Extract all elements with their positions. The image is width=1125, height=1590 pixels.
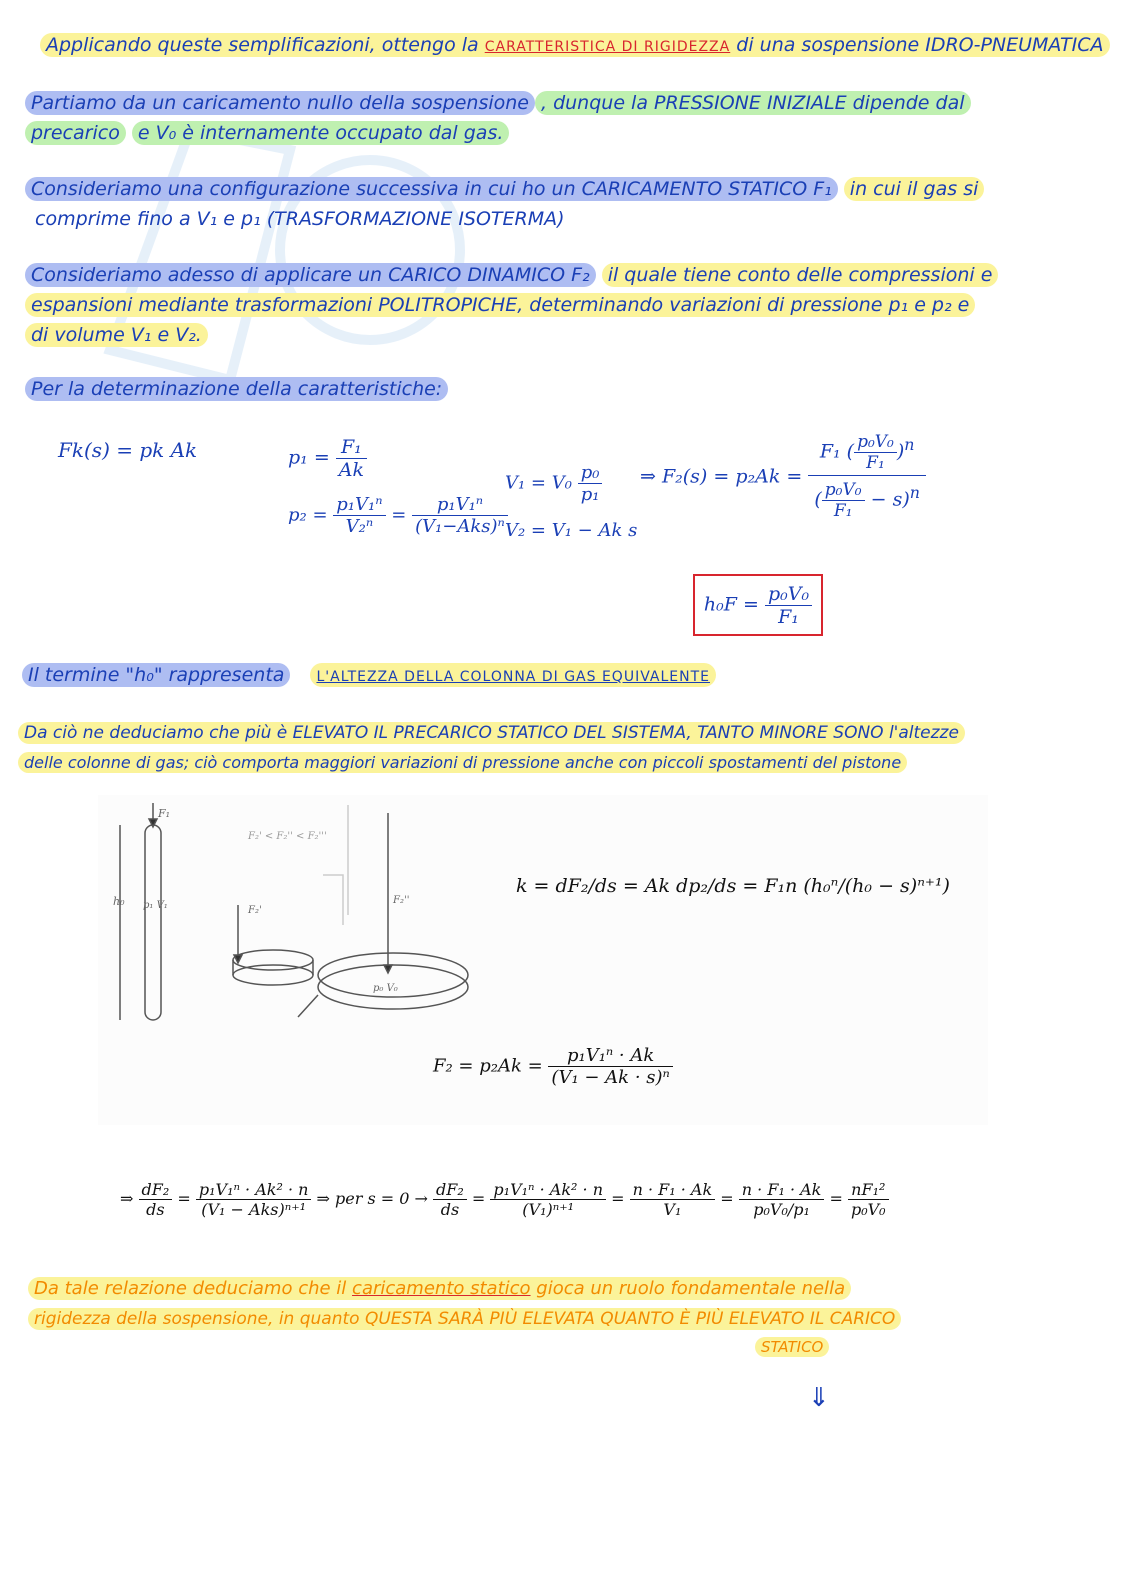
- characteristics-heading: Per la determinazione della caratteristiche:: [25, 377, 448, 401]
- f2s-den-exp: n: [909, 483, 920, 503]
- characteristics-heading-line: [25, 376, 448, 402]
- deriv-eq-2: =: [471, 1189, 486, 1208]
- dynamic-load-text: Consideriamo adesso di applicare un CARICO DINAMICO F₂: [25, 263, 596, 287]
- rigidity-heading: CARATTERISTICA DI RIGIDEZZA: [484, 39, 731, 55]
- paragraph-2-line-1: [25, 176, 984, 202]
- fig-label-p1v1: p₁ V₁: [143, 900, 168, 911]
- conclusion-text-c: gioca un ruolo fondamentale nella: [536, 1278, 846, 1299]
- fig-label-f1: F₁: [158, 807, 171, 820]
- f2-printed-num: p₁V₁ⁿ · Ak: [548, 1045, 672, 1067]
- paragraph-3-line-2: [25, 292, 975, 318]
- polytropic-text: espansioni mediante trasformazioni POLITROPICHE, determinando variazioni di pressione p₁ e p₂ e: [25, 293, 975, 317]
- conclusion-text-3: STATICO: [755, 1337, 829, 1357]
- intro-line: [40, 32, 1110, 60]
- paragraph-1-line-2: [25, 120, 509, 146]
- v1-lhs: V₁ = V₀: [505, 472, 572, 494]
- gas-compression-text: in cui il gas si: [844, 177, 985, 201]
- conclusion-text-a: Da tale relazione deduciamo che il: [34, 1278, 347, 1299]
- paragraph-3-line-3: [25, 322, 208, 348]
- h0-formula: [704, 583, 812, 628]
- p1-den: Ak: [338, 459, 365, 481]
- deriv-arrow: ⇒: [120, 1189, 134, 1208]
- deduction-line-1: [18, 720, 965, 746]
- p2-num-1: p₁V₁ⁿ: [333, 494, 385, 516]
- static-load-text: Consideriamo una configurazione successiva in cui ho un CARICAMENTO STATICO F₁: [25, 177, 838, 201]
- deriv-t3-num: n · F₁ · Ak: [630, 1180, 716, 1200]
- conclusion-line-1: [28, 1276, 851, 1302]
- deduction-line-2: [18, 750, 907, 776]
- p1-lhs: p₁ =: [288, 446, 330, 469]
- deriv-mid: ⇒ per s = 0 →: [316, 1189, 428, 1208]
- deriv-t1-num: p₁V₁ⁿ · Ak² · n: [196, 1180, 312, 1200]
- h0-meaning-line: [22, 662, 716, 690]
- h0-den: F₁: [778, 605, 799, 628]
- deriv-t2-den: (V₁)ⁿ⁺¹: [522, 1200, 575, 1219]
- fig-label-f3: F₂'': [393, 895, 410, 906]
- null-load-text: Partiamo da un caricamento nullo della sospensione: [25, 91, 535, 115]
- deduction-text-1: Da ciò ne deduciamo che più è ELEVATO IL PRECARICO STATICO DEL SISTEMA, TANTO MINORE SONO l'altezze: [18, 722, 965, 744]
- gas-column-heading: L'ALTEZZA DELLA COLONNA DI GAS EQUIVALENTE: [316, 669, 710, 685]
- f2s-den-inner-num: p₀V₀: [822, 480, 865, 501]
- v1-den: p₁: [580, 484, 600, 505]
- f2-printed-den: (V₁ − Ak · s)ⁿ: [551, 1067, 670, 1088]
- p2-formula: p₂ = $\frac{\text{p₁V₁ⁿ}}{\text{V₂ⁿ}}$ = $\frac{\text{p₁V₁ⁿ}}{\text{(V₁−Aks)ⁿ}}$: [288, 494, 508, 537]
- conclusion-line-2: [28, 1306, 901, 1332]
- v1-formula: [505, 462, 602, 505]
- intro-text-end: di una sospensione IDRO-PNEUMATICA: [736, 34, 1104, 56]
- suspension-figure-panel: [98, 795, 988, 1125]
- paragraph-2-line-2: [35, 206, 565, 232]
- f2s-num-f1: F₁: [819, 440, 841, 463]
- deriv-t3-den: V₁: [663, 1200, 682, 1219]
- h0-num: p₀V₀: [765, 583, 812, 606]
- stiffness-formula: k = dF₂/ds = Ak dp₂/ds = F₁n (h₀ⁿ/(h₀ − s)ⁿ⁺¹): [516, 875, 950, 897]
- deduction-text-2: delle colonne di gas; ciò comporta maggiori variazioni di pressione anche con piccoli spostamenti del pistone: [18, 752, 907, 773]
- fig-label-f2: F₂': [248, 905, 262, 916]
- static-loading-underlined: caricamento statico: [352, 1278, 531, 1299]
- deriv-t2-num: p₁V₁ⁿ · Ak² · n: [490, 1180, 606, 1200]
- p2-den-2: (V₁−Aks)ⁿ: [415, 516, 505, 537]
- intro-text: Applicando queste semplificazioni, ottengo la: [46, 34, 479, 56]
- isothermal-text: comprime fino a V₁ e p₁ (TRASFORMAZIONE ISOTERMA): [35, 208, 565, 230]
- h0-lhs: h₀F =: [703, 593, 759, 615]
- deriv-dden-1: ds: [146, 1200, 165, 1219]
- h0-box: [693, 574, 823, 636]
- f2s-lhs: ⇒ F₂(s) = p₂Ak =: [640, 465, 803, 488]
- deriv-dnum-2: dF₂: [433, 1180, 467, 1200]
- f2s-den-inner-den: F₁: [833, 501, 853, 521]
- f2s-num-inner-den: F₁: [866, 453, 885, 473]
- p2-den-1: V₂ⁿ: [345, 516, 374, 537]
- f2-printed-lhs: F₂ = p₂Ak =: [433, 1055, 543, 1077]
- v2-formula: V₂ = V₁ − Ak s: [505, 520, 638, 541]
- deriv-t5-num: nF₁²: [848, 1180, 889, 1200]
- f2-printed-formula: [433, 1045, 673, 1088]
- deriv-dden-2: ds: [440, 1200, 460, 1219]
- fig-label-p0v0: p₀ V₀: [373, 983, 398, 994]
- deriv-eq-4: =: [720, 1189, 734, 1208]
- paragraph-3-line-1: [25, 262, 998, 288]
- p2-num-2: p₁V₁ⁿ: [412, 494, 508, 516]
- deriv-t4-den: p₀V₀/p₁: [753, 1200, 810, 1219]
- f2s-num-inner-num: p₀V₀: [854, 432, 897, 453]
- f2s-num-exp: n: [904, 435, 915, 455]
- initial-pressure-text: , dunque la PRESSIONE INIZIALE dipende dal: [535, 91, 971, 115]
- deriv-eq-1: =: [177, 1189, 191, 1208]
- fig-label-inequality: F₂' < F₂'' < F₂''': [248, 831, 327, 842]
- f2s-formula: ⇒ F₂(s) = p₂Ak = F₁ ( $\frac{\text{p₀V₀}}{\text{F₁}}$ )$^n$ ( $\frac{\text{p₀V₀}}{\text{F₁}}$ − s)$^n$: [640, 430, 926, 525]
- paragraph-1-line-1: [25, 90, 971, 116]
- f2s-den-tail: − s: [870, 488, 903, 511]
- deriv-eq-5: =: [829, 1189, 843, 1208]
- p1-num: F₁: [336, 436, 367, 459]
- v1-num: p₀: [578, 462, 603, 484]
- deriv-t4-num: n · F₁ · Ak: [739, 1180, 825, 1200]
- h0-term-text: Il termine "h₀" rappresenta: [22, 663, 290, 687]
- gas-volume-text: e V₀ è internamente occupato dal gas.: [132, 121, 510, 145]
- down-arrow-icon: ⇓: [808, 1383, 830, 1413]
- p2-lhs: p₂ =: [288, 504, 328, 526]
- fk-formula: Fk(s) = pk Ak: [58, 438, 198, 462]
- deriv-t5-den: p₀V₀: [850, 1200, 886, 1219]
- deriv-dnum-1: dF₂: [139, 1180, 173, 1200]
- fig-label-h0: h₀: [113, 895, 125, 908]
- conclusion-line-3: [755, 1334, 829, 1360]
- compression-text: il quale tiene conto delle compressioni e: [602, 263, 999, 287]
- conclusion-text-2: rigidezza della sospensione, in quanto QUESTA SARÀ PIÙ ELEVATA QUANTO È PIÙ ELEVATO IL CARICO: [28, 1308, 901, 1330]
- deriv-t1-den: (V₁ − Aks)ⁿ⁺¹: [201, 1200, 307, 1219]
- derivative-formula: [120, 1180, 889, 1219]
- p1-formula: [288, 436, 367, 481]
- volume-text: di volume V₁ e V₂.: [25, 323, 208, 347]
- deriv-eq-3: =: [611, 1189, 625, 1208]
- preload-text: precarico: [25, 121, 126, 145]
